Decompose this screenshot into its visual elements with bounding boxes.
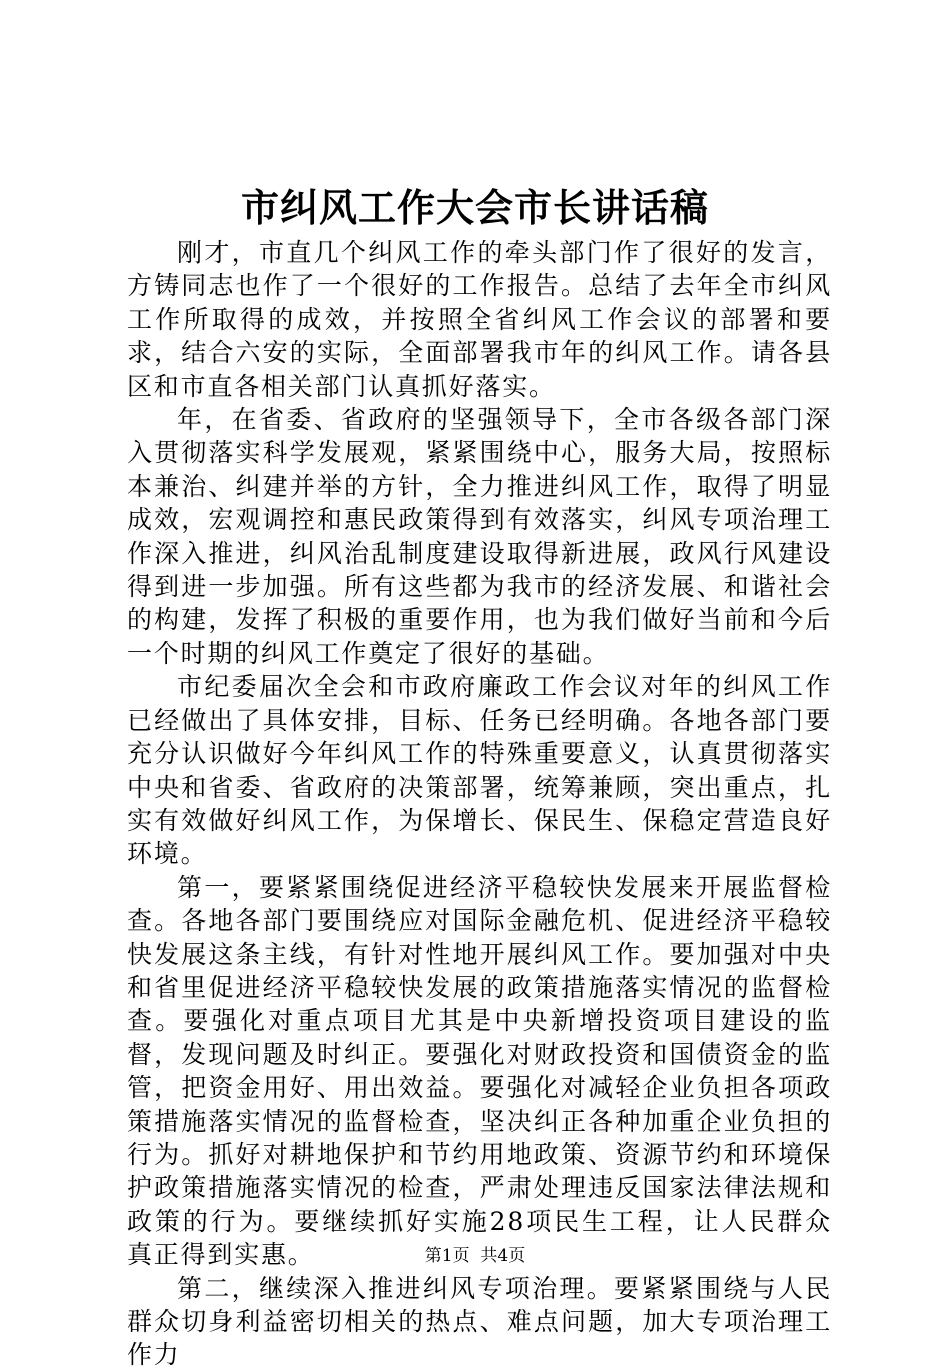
paragraph-opening: 刚才，市直几个纠风工作的牵头部门作了很好的发言，方铸同志也作了一个很好的工作报告。总结了去年全市纠风工作所取得的成效，并按照全省纠风工作会议的部署和要求，结合六安的实际，全面部署我市年的纠风工作。请各县区和市直各相关部门认真抓好落实。 xyxy=(127,238,832,401)
document-title: 市纠风工作大会市长讲话稿 xyxy=(240,185,709,230)
page-number: 第1页 共4页 xyxy=(424,1246,526,1266)
page-footer xyxy=(0,1244,950,1268)
paragraph-point-one: 第一，要紧紧围绕促进经济平稳较快发展来开展监督检查。各地各部门要围绕应对国际金融危机、促进经济平稳较快发展这条主线，有针对性地开展纠风工作。要加强对中央和省里促进经济平稳较快发展的政策措施落实情况的监督检查。要强化对重点项目尤其是中央新增投资项目建设的监督，发现问题及时纠正。要强化对财政投资和国债资金的监管，把资金用好、用出效益。要强化对减轻企业负担各项政策措施落实情况的监督检查，坚决纠正各种加重企业负担的行为。抓好对耕地保护和节约用地政策、资源节约和环境保护政策措施落实情况的检查，严肃处理违反国家法律法规和政策的行为。要继续抓好实施28项民生工程，让人民群众真正得到实惠。 xyxy=(127,872,832,1270)
paragraph-achievements: 年，在省委、省政府的坚强领导下，全市各级各部门深入贯彻落实科学发展观，紧紧围绕中心，服务大局，按照标本兼治、纠建并举的方针，全力推进纠风工作，取得了明显成效，宏观调控和惠民政策得到有效落实，纠风专项治理工作深入推进，纠风治乱制度建设取得新进展，政风行风建设得到进一步加强。所有这些都为我市的经济发展、和谐社会的构建，发挥了积极的重要作用，也为我们做好当前和今后一个时期的纠风工作奠定了很好的基础。 xyxy=(127,405,832,668)
document-body xyxy=(127,236,832,1372)
paragraph-arrangements: 市纪委届次全会和市政府廉政工作会议对年的纠风工作已经做出了具体安排，目标、任务已经明确。各地各部门要充分认识做好今年纠风工作的特殊重要意义，认真贯彻落实中央和省委、省政府的决策部署，统筹兼顾，突出重点，扎实有效做好纠风工作，为保增长、保民生、保稳定营造良好环境。 xyxy=(127,672,832,869)
paragraph-point-two: 第二，继续深入推进纠风专项治理。要紧紧围绕与人民群众切身利益密切相关的热点、难点问题，加大专项治理工作力 xyxy=(127,1273,832,1370)
